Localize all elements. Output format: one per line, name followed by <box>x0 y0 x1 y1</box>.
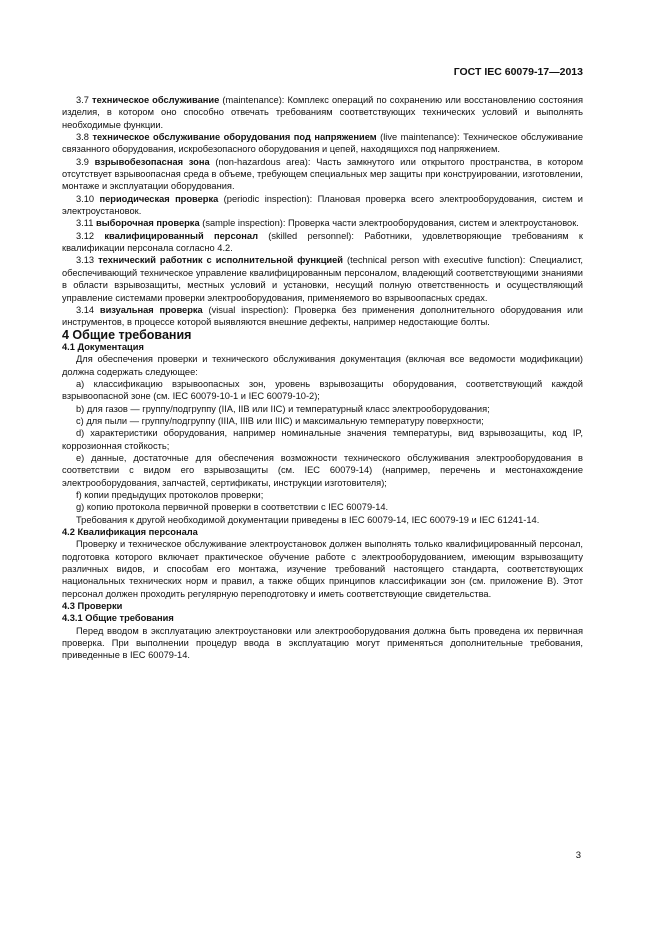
definition-term: взрывобезопасная зона <box>94 156 210 167</box>
definition-term: периодическая проверка <box>99 193 219 204</box>
definition-term: технический работник с исполнительной функцией <box>98 255 344 266</box>
section-4-heading: 4 Общие требования <box>62 327 192 342</box>
section-4-3-heading: 4.3 Проверки <box>62 601 123 612</box>
section-4-1-outro: Требования к другой необходимой документации приведены в IEC 60079-14, IEC 60079-19 и IEC 61241-14. <box>76 514 540 525</box>
definition-term: визуальная проверка <box>99 304 203 315</box>
definition-3-10: 3.10 периодическая проверка (periodic inspection): Плановая проверка всего электрооборудования, систем и электроустановок. <box>62 193 583 217</box>
definition-term: техническое обслуживание оборудования под напряжением <box>92 132 377 143</box>
page-content <box>62 94 583 662</box>
section-4-1-heading: 4.1 Документация <box>62 341 144 352</box>
list-item-g: g) копию протокола первичной проверки в соответствии с IEC 60079-14. <box>76 502 389 513</box>
list-item-d: d) характеристики оборудования, например номинальные значения температуры, вид взрывозащиты, код IP, коррозионная стойкость; <box>62 428 583 451</box>
list-item-e: e) данные, достаточные для обеспечения возможности технического обслуживания электрооборудования в соответствии с видом его взрывозащиты (см. IEC 60079-14) (например, перечень и местонахождение электрооборудования, запчастей, сертификаты, инструкции изготовителя); <box>62 452 583 488</box>
section-4-3-1-heading: 4.3.1 Общие требования <box>62 613 174 624</box>
list-item-a: a) классификацию взрывоопасных зон, уровень взрывозащиты оборудования, соответствующий каждой взрывоопасной зоне (см. IEC 60079-10-1 и IEC 60079-10-2); <box>62 378 583 402</box>
list-item-b: b) для газов — группу/подгруппу (IIA, IIB или IIC) и температурный класс электрооборудования; <box>76 403 490 414</box>
definition-3-7: 3.7 техническое обслуживание (maintenance): Комплекс операций по сохранению или восстановлению состояния изделия, в котором оно способно отвечать требованиям соответствующих технических условий и выполнять необходимые функции. <box>62 95 583 130</box>
list-item-f: f) копии предыдущих протоколов проверки; <box>76 490 264 500</box>
page-number: 3 <box>575 850 581 861</box>
list-item-c: c) для пыли — группу/подгруппу (IIIA, IIIB или IIIC) и максимальную температуру поверхности; <box>76 415 484 426</box>
section-4-3-1-text: Перед вводом в эксплуатацию электроустановки или электрооборудования должна быть проведена их первичная проверка. При выполнении процедур ввода в эксплуатацию могут применяться дополнительные требования, приведенные в IEC 60079-14. <box>62 625 583 661</box>
definition-3-9: 3.9 взрывобезопасная зона (non-hazardous area): Часть замкнутого или открытого пространства, в котором отсутствует взрывоопасная среда в объеме, требующем специальных мер защиты при конструировании, изготовлении, монтаже и эксплуатации оборудования. <box>62 156 583 192</box>
definition-term: выборочная проверка <box>96 218 200 229</box>
section-4-2-heading: 4.2 Квалификация персонала <box>62 527 198 538</box>
definition-3-11: 3.11 выборочная проверка (sample inspection): Проверка части электрооборудования, систем и электроустановок. <box>76 218 579 229</box>
definition-3-8: 3.8 техническое обслуживание оборудования под напряжением (live maintenance): Техническое обслуживание связанного оборудования, искробезопасного оборудования и цепей, находящихся под напряжением. <box>62 132 583 155</box>
section-4-1-intro: Для обеспечения проверки и технического обслуживания документация (включая все ведомости модификации) должна содержать следующее: <box>62 354 583 377</box>
definition-3-14: 3.14 визуальная проверка (visual inspection): Проверка без применения дополнительного оборудования или инструментов, в процессе которой выявляются внешние дефекты, например недостающие болты. <box>62 304 583 328</box>
definition-term: техническое обслуживание <box>92 95 220 105</box>
definition-3-12: 3.12 квалифицированный персонал (skilled personnel): Работники, удовлетворяющие требованиям к квалификации персонала согласно 4.2. <box>62 230 583 254</box>
definition-term: квалифицированный персонал <box>104 230 258 241</box>
section-4-2-text: Проверку и техническое обслуживание электроустановок должен выполнять только квалифицированный персонал, подготовка которого включает практическое обучение работе с электрооборудованием, имеющим взрывозащиту различных видов, и способам его монтажа, изучение требований настоящего стандарта, соответствующих национальных технических норм и правил, а также общих принципов классификации зон (см. приложение В). Этот персонал должен проходить регулярную переподготовку и иметь соответствующие свидетельства. <box>62 539 583 599</box>
definition-3-13: 3.13 технический работник с исполнительной функцией (technical person with executive function): Специалист, обеспечивающий техническое управление квалифицированным персоналом, владеющий соответствующими знаниями в области взрывозащиты, местных условий и установки, несущий полную ответственность и осуществляющий управление системами проверки электрооборудования, применяемого во взрывоопасных средах. <box>62 255 584 303</box>
standard-header: ГОСТ IEC 60079-17—2013 <box>453 66 583 78</box>
